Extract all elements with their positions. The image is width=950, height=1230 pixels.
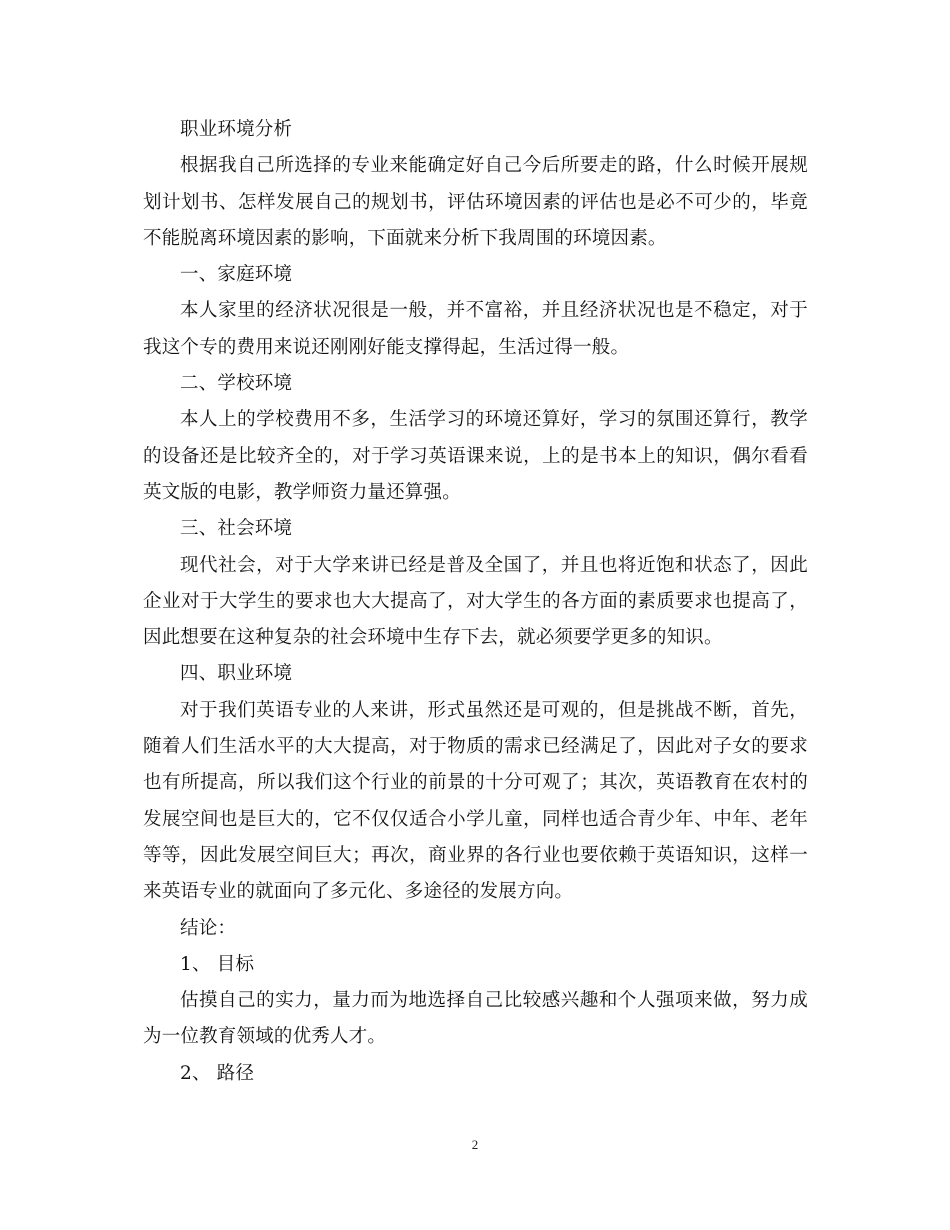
paragraph-society: 现代社会，对于大学来讲已经是普及全国了，并且也将近饱和状态了，因此企业对于大学生的要求也大大提高了，对大学生的各方面的素质要求也提高了，因此想要在这种复杂的社会环境中生存下去，就必须要学更多的知识。 [143,554,808,649]
paragraph-occupation: 对于我们英语专业的人来讲，形式虽然还是可观的，但是挑战不断，首先，随着人们生活水平的大大提高，对于物质的需求已经满足了，因此对子女的要求也有所提高，所以我们这个行业的前景的十分可观了；其次，英语教育在农村的发展空间也是巨大的，它不仅仅适合小学儿童，同样也适合青少年、中年、老年等等，因此发展空间巨大；再次，商业界的各行业也要依赖于英语知识，这样一来英语专业的就面向了多元化、多途径的发展方向。 [143,699,808,903]
section-heading-career-environment: 职业环境分析 [180,119,293,140]
document-body [143,112,808,1092]
paragraph-intro: 根据我自己所选择的专业来能确定好自己今后所要走的路，什么时候开展规划计划书、怎样发展自己的规划书，评估环境因素的评估也是必不可少的，毕竟不能脱离环境因素的影响，下面就来分析下我周围的环境因素。 [143,155,808,249]
section-heading-conclusion: 结论： [180,917,237,939]
section-heading-occupation: 四、职业环境 [180,663,293,685]
paragraph-family: 本人家里的经济状况很是一般，并不富裕，并且经济状况也是不稳定，对于我这个专的费用来说还刚刚好能支撑得起，生活过得一般。 [143,300,808,358]
subheading-path: 2、 路径 [180,1062,255,1084]
section-heading-society: 三、社会环境 [180,518,293,540]
subheading-goal: 1、 目标 [180,953,255,975]
page-number: 2 [471,1137,479,1152]
section-heading-school: 二、学校环境 [180,373,293,395]
paragraph-school: 本人上的学校费用不多，生活学习的环境还算好，学习的氛围还算行，教学的设备还是比较齐全的，对于学习英语课来说，上的是书本上的知识，偶尔看看英文版的电影，教学师资力量还算强。 [143,409,808,503]
paragraph-goal: 估摸自己的实力，量力而为地选择自己比较感兴趣和个人强项来做，努力成为一位教育领域的优秀人才。 [143,990,808,1048]
section-heading-family: 一、家庭环境 [180,264,293,286]
